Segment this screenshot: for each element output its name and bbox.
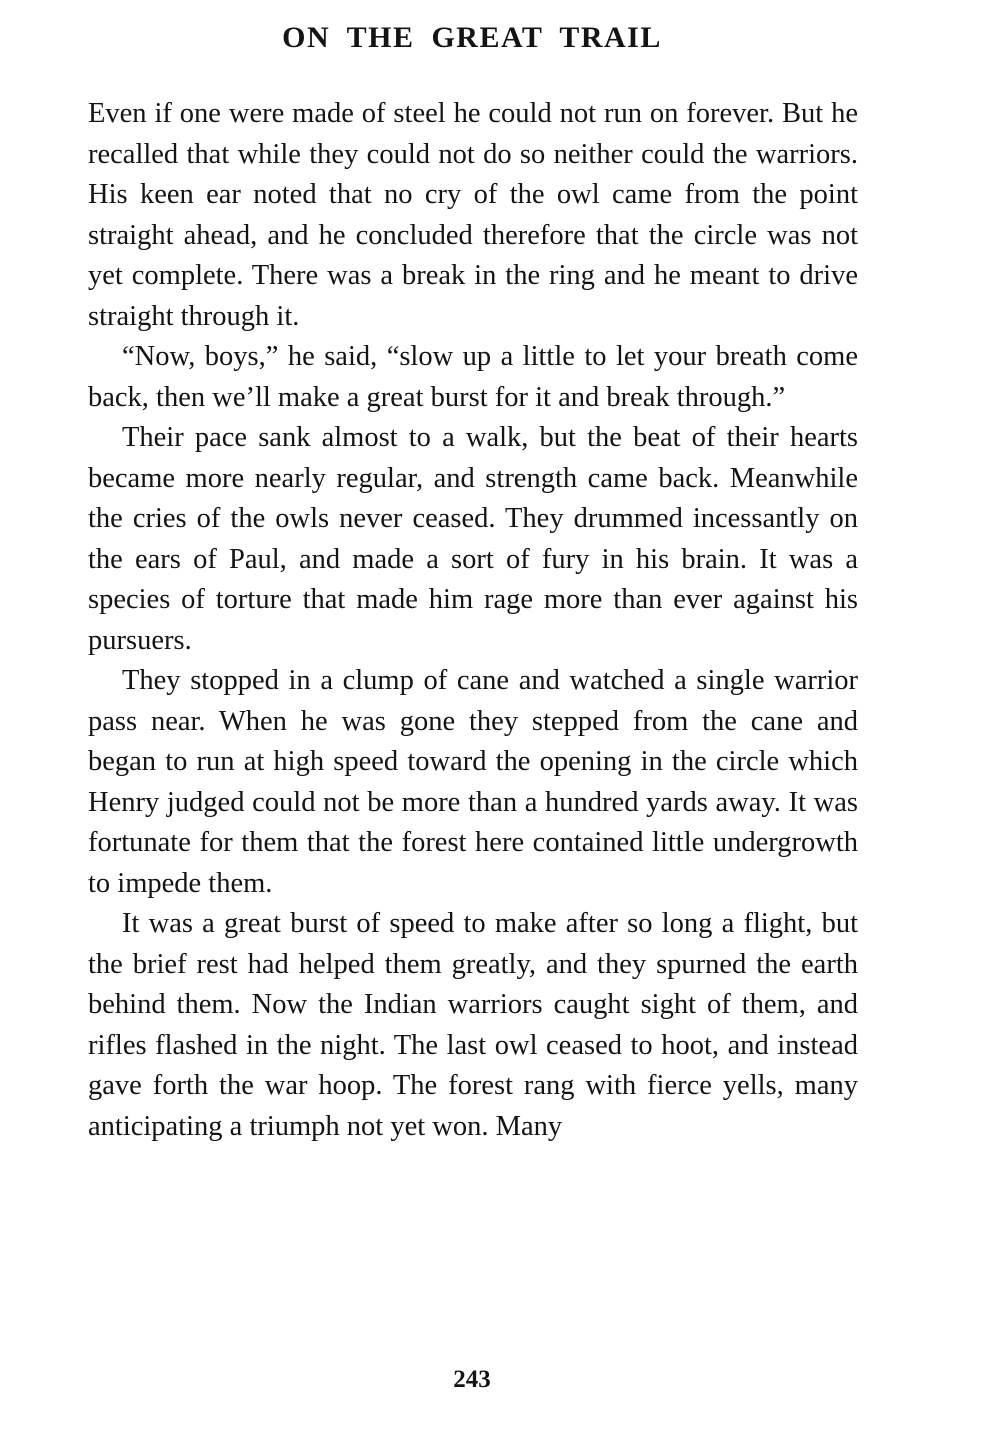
body-text [88, 94, 858, 1147]
paragraph: They stopped in a clump of cane and watched a single warrior pass near. When he was gone they stepped from the cane and began to run at high speed toward the opening in the circle which Henry judged could not be more than a hundred yards away. It was fortunate for them that the forest here contained little undergrowth to impede them. [88, 665, 858, 899]
running-head: ON THE GREAT TRAIL [282, 21, 662, 54]
paragraph: “Now, boys,” he said, “slow up a little to let your breath come back, then we’ll make a great burst for it and break through.” [88, 341, 858, 413]
paragraph: It was a great burst of speed to make after so long a flight, but the brief rest had helped them greatly, and they spurned the earth behind them. Now the Indian warriors caught sight of them, and rifles flashed in the night. The last owl ceased to hoot, and instead gave forth the war hoop. The forest rang with fierce yells, many anticipating a triumph not yet won. Many [88, 908, 858, 1142]
page-number: 243 [453, 1366, 491, 1393]
paragraph: Their pace sank almost to a walk, but the beat of their hearts became more nearly regular, and strength came back. Meanwhile the cries of the owls never ceased. They drummed incessantly on the ears of Paul, and made a sort of fury in his brain. It was a species of torture that made him rage more than ever against his pursuers. [88, 422, 858, 656]
paragraph: Even if one were made of steel he could not run on forever. But he recalled that while they could not do so neither could the warriors. His keen ear noted that no cry of the owl came from the point straight ahead, and he concluded therefore that the circle was not yet complete. There was a break in the ring and he meant to drive straight through it. [88, 98, 858, 332]
